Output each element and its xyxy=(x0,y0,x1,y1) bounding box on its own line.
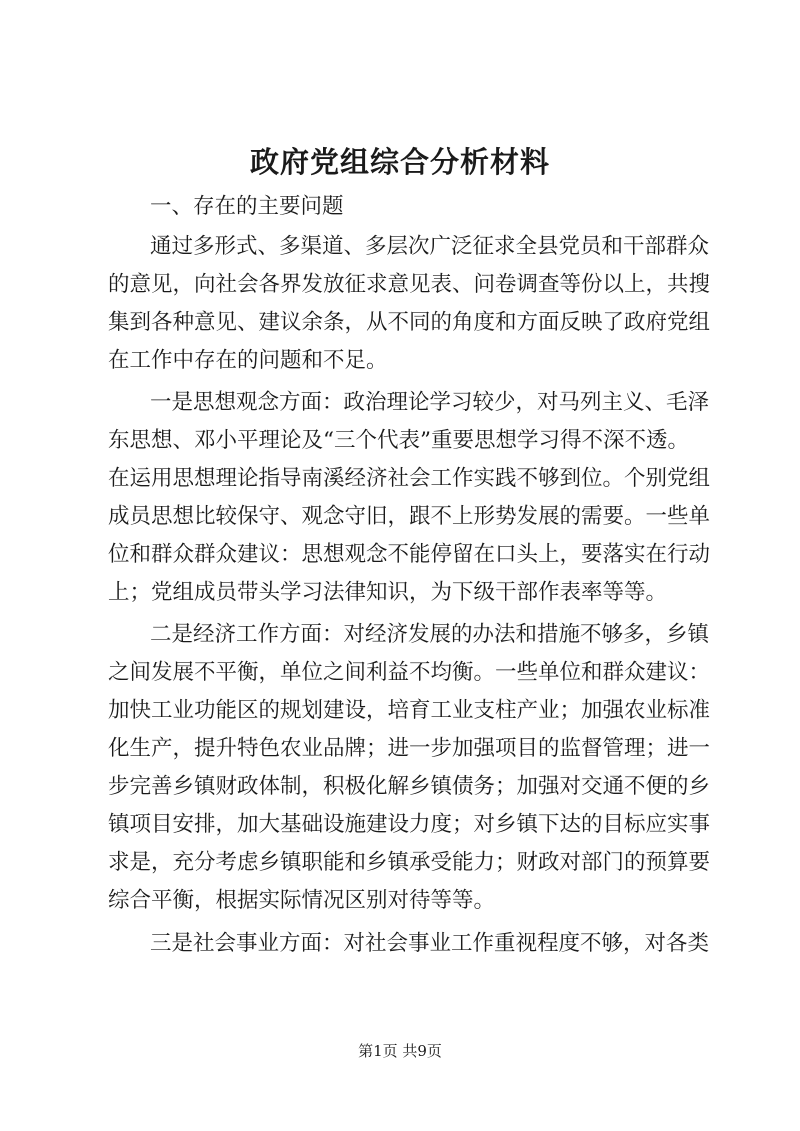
paragraph-1-line-3: 集到各种意见、建议余条，从不同的角度和方面反映了政府党组 xyxy=(108,310,711,335)
paragraph-1-line-1: 通过多形式、多渠道、多层次广泛征求全县党员和干部群众 xyxy=(150,234,710,259)
page-footer: 第1页 共9页 xyxy=(358,1042,442,1060)
paragraph-3-line-4: 化生产，提升特色农业品牌；进一步加强项目的监督管理；进一 xyxy=(108,736,711,761)
paragraph-4-line-1: 三是社会事业方面：对社会事业工作重视程度不够，对各类 xyxy=(150,931,710,956)
paragraph-3-line-5: 步完善乡镇财政体制，积极化解乡镇债务；加强对交通不便的乡 xyxy=(108,774,711,799)
paragraph-2-line-3: 在运用思想理论指导南溪经济社会工作实践不够到位。个别党组 xyxy=(108,466,711,491)
paragraph-3-line-2: 之间发展不平衡，单位之间利益不均衡。一些单位和群众建议： xyxy=(108,660,711,685)
paragraph-3-line-6: 镇项目安排，加大基础设施建设力度；对乡镇下达的目标应实事 xyxy=(108,812,711,837)
paragraph-3-line-7: 求是，充分考虑乡镇职能和乡镇承受能力；财政对部门的预算要 xyxy=(108,850,711,875)
paragraph-1-line-2: 的意见，向社会各界发放征求意见表、问卷调查等份以上，共搜 xyxy=(108,272,711,297)
paragraph-1-line-4: 在工作中存在的问题和不足。 xyxy=(108,348,388,373)
paragraph-3-line-1: 二是经济工作方面：对经济发展的办法和措施不够多，乡镇 xyxy=(150,622,710,647)
page-title: 政府党组综合分析材料 xyxy=(249,145,550,179)
section-heading: 一、存在的主要问题 xyxy=(150,194,344,219)
paragraph-2-line-6: 上；党组成员带头学习法律知识，为下级干部作表率等等。 xyxy=(108,580,668,605)
paragraph-2-line-2: 东思想、邓小平理论及“三个代表”重要思想学习得不深不透。 xyxy=(108,428,689,453)
paragraph-3-line-8: 综合平衡，根据实际情况区别对待等等。 xyxy=(108,888,496,913)
paragraph-2-line-1: 一是思想观念方面：政治理论学习较少，对马列主义、毛泽 xyxy=(150,390,710,415)
paragraph-2-line-4: 成员思想比较保守、观念守旧，跟不上形势发展的需要。一些单 xyxy=(108,504,711,529)
paragraph-2-line-5: 位和群众群众建议：思想观念不能停留在口头上，要落实在行动 xyxy=(108,542,711,567)
paragraph-3-line-3: 加快工业功能区的规划建设，培育工业支柱产业；加强农业标准 xyxy=(108,698,711,723)
